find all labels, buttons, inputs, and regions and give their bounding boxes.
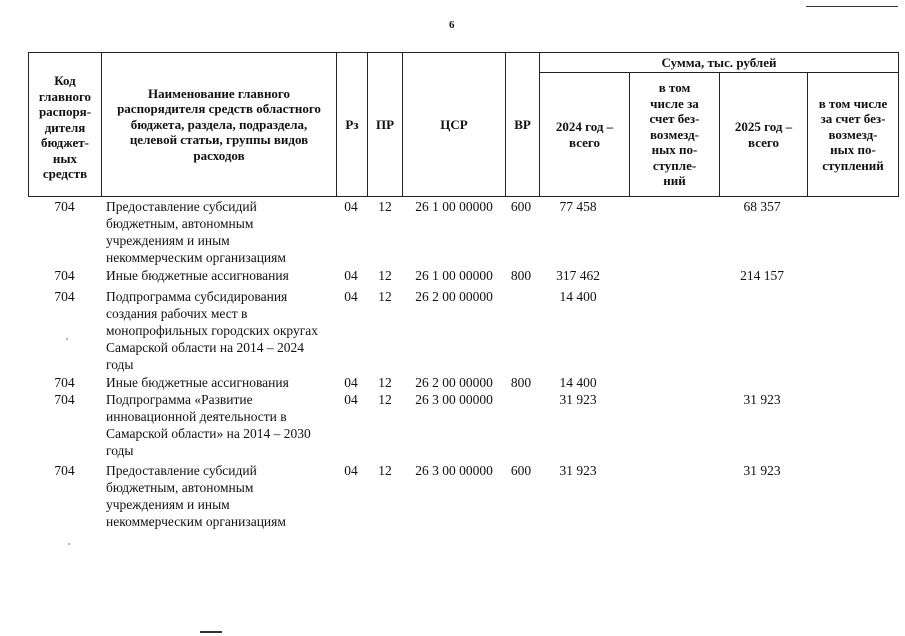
scan-speck xyxy=(68,543,70,545)
cell-csr: 26 2 00 00000 xyxy=(415,289,493,304)
cell-2025-total: 31 923 xyxy=(743,392,781,407)
cell-2024-total: 31 923 xyxy=(559,463,597,478)
cell-vr: 800 xyxy=(510,268,532,283)
cell-2024-total: 77 458 xyxy=(559,199,597,214)
cell-rz: 04 xyxy=(344,199,358,214)
cell-pr: 12 xyxy=(378,289,392,304)
header-2025-gratuitous: в том числе за счет без-возмезд-ных по-ступлений xyxy=(818,95,888,173)
header-name: Наименование главного распорядителя средств областного бюджета, раздела, подраздела, целевой статьи, группы видов расходов xyxy=(117,85,321,163)
cell-2024-total: 31 923 xyxy=(559,392,597,407)
cell-pr: 12 xyxy=(378,463,392,478)
header-2024-total: 2024 год – всего xyxy=(555,119,614,150)
cell-pr: 12 xyxy=(378,199,392,214)
cell-code: 704 xyxy=(54,375,75,390)
cell-2024-total: 317 462 xyxy=(556,268,600,283)
cell-name: Предоставление субсидий бюджетным, автономным учреждениям и иным некоммерческим организациям xyxy=(106,463,286,529)
header-sum-group: Сумма, тыс. рублей xyxy=(661,54,777,70)
header-2024-gratuitous: в том числе за счет без-возмезд-ных по-ступле-ний xyxy=(649,80,700,189)
top-rule xyxy=(806,6,898,7)
cell-csr: 26 3 00 00000 xyxy=(415,463,493,478)
cell-csr: 26 1 00 00000 xyxy=(415,268,493,283)
cell-name: Предоставление субсидий бюджетным, автономным учреждениям и иным некоммерческим организациям xyxy=(106,199,286,265)
header-pr: ПР xyxy=(375,116,395,132)
cell-vr: 600 xyxy=(510,463,532,478)
cell-vr: 800 xyxy=(510,375,532,390)
cell-rz: 04 xyxy=(344,463,358,478)
cell-pr: 12 xyxy=(378,392,392,407)
cell-name: Подпрограмма «Развитие инновационной деятельности в Самарской области» на 2014 – 2030 годы xyxy=(106,392,311,458)
bottom-mark xyxy=(200,631,222,633)
page-number: 6 xyxy=(449,19,455,31)
header-vr: ВР xyxy=(514,116,531,132)
cell-code: 704 xyxy=(54,392,75,407)
scan-speck xyxy=(66,338,68,340)
header-2025-total: 2025 год – всего xyxy=(734,119,793,150)
cell-2025-total: 68 357 xyxy=(743,199,781,214)
cell-pr: 12 xyxy=(378,268,392,283)
cell-rz: 04 xyxy=(344,268,358,283)
header-code: Код главного распоря-дителя бюджет-ных средств xyxy=(38,73,92,182)
header-rz: Рз xyxy=(345,116,359,132)
cell-code: 704 xyxy=(54,199,75,214)
cell-rz: 04 xyxy=(344,392,358,407)
cell-code: 704 xyxy=(54,463,75,478)
cell-name: Иные бюджетные ассигнования xyxy=(106,375,289,390)
cell-name: Иные бюджетные ассигнования xyxy=(106,268,289,283)
cell-2024-total: 14 400 xyxy=(559,375,597,390)
cell-code: 704 xyxy=(54,268,75,283)
cell-csr: 26 1 00 00000 xyxy=(415,199,493,214)
cell-code: 704 xyxy=(54,289,75,304)
cell-pr: 12 xyxy=(378,375,392,390)
cell-2025-total: 214 157 xyxy=(740,268,784,283)
cell-name: Подпрограмма субсидирования создания рабочих мест в монопрофильных городских округах Самарской области на 2014 – 2024 годы xyxy=(106,289,319,372)
cell-rz: 04 xyxy=(344,375,358,390)
cell-vr: 600 xyxy=(510,199,532,214)
cell-csr: 26 2 00 00000 xyxy=(415,375,493,390)
cell-2024-total: 14 400 xyxy=(559,289,597,304)
table-header xyxy=(28,52,899,197)
header-csr: ЦСР xyxy=(440,116,468,132)
cell-csr: 26 3 00 00000 xyxy=(415,392,493,407)
cell-rz: 04 xyxy=(344,289,358,304)
cell-2025-total: 31 923 xyxy=(743,463,781,478)
